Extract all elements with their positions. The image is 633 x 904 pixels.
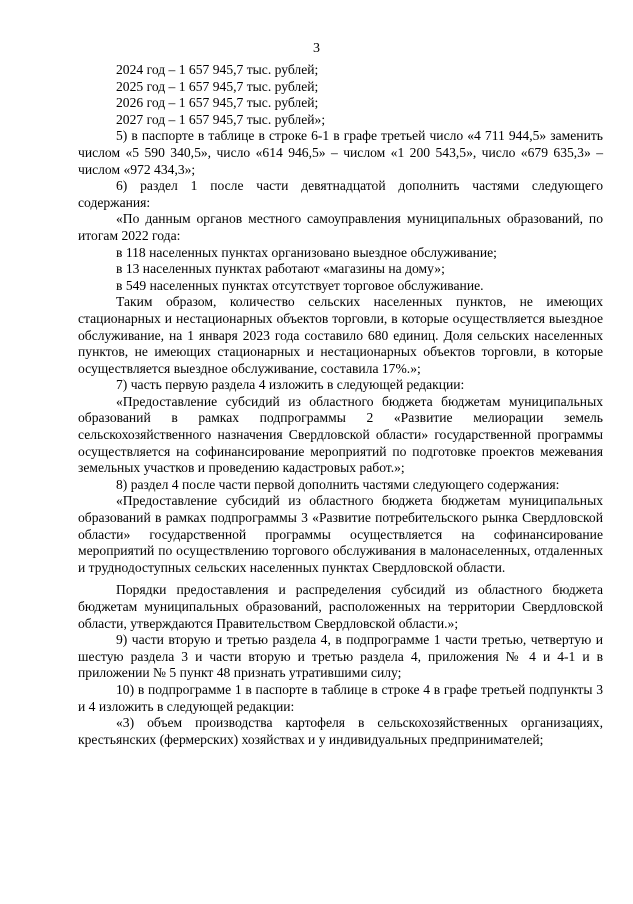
paragraph: 2024 год – 1 657 945,7 тыс. рублей; bbox=[116, 62, 319, 77]
paragraph: «По данным органов местного самоуправления муниципальных образований, по итогам 2022 года: bbox=[78, 211, 603, 243]
paragraph: 10) в подпрограмме 1 в паспорте в таблице в строке 4 в графе третьей подпункты 3 и 4 изложить в следующей редакции: bbox=[78, 681, 603, 714]
paragraph: «3) объем производства картофеля в сельскохозяйственных организациях, крестьянских (фермерских) хозяйствах и у индивидуальных предпринимателей; bbox=[78, 715, 603, 747]
paragraph: в 13 населенных пунктах работают «магазины на дому»; bbox=[116, 261, 445, 277]
paragraph: «Предоставление субсидий из областного бюджета бюджетам муниципальных образований в рамках подпрограммы 3 «Развитие потребительского рынка Свердловской области» государственной программы осуществляется на софинансирование мероприятий по осуществлению торгового обслуживания в малонаселенных, отдаленных и труднодоступных сельских населенных пунктах Свердловской области. bbox=[78, 493, 603, 575]
paragraph: 2026 год – 1 657 945,7 тыс. рублей; bbox=[116, 95, 319, 111]
paragraph: 8) раздел 4 после части первой дополнить частями следующего содержания: bbox=[116, 476, 560, 492]
paragraph: 7) часть первую раздела 4 изложить в следующей редакции: bbox=[116, 377, 465, 393]
paragraph: «Предоставление субсидий из областного бюджета бюджетам муниципальных образований в рамках подпрограммы 2 «Развитие мелиорации земель сельскохозяйственного назначения Свердловской области» государственной программы осуществляется на софинансирование мероприятий по подготовке проектов межевания земельных участков и проведению кадастровых работ.»; bbox=[78, 393, 603, 476]
paragraph: 2027 год – 1 657 945,7 тыс. рублей»; bbox=[116, 111, 326, 127]
paragraph: Таким образом, количество сельских населенных пунктов, не имеющих стационарных и нестационарных объектов торговли, в которые осуществляется выездное обслуживание, на 1 января 2023 года составило 680 единиц. Доля сельских населенных пунктов, не имеющих стационарных и нестационарных объектов торговли, в которые осуществляется выездное обслуживание, составила 17%.»; bbox=[78, 294, 603, 376]
document-body bbox=[78, 62, 603, 748]
paragraph: 5) в паспорте в таблице в строке 6-1 в графе третьей число «4 711 944,5» заменить числом «5 590 340,5», число «614 946,5» – числом «1 200 543,5», число «679 635,3» – числом «972 434,3»; bbox=[78, 128, 603, 177]
paragraph: 6) раздел 1 после части девятнадцатой дополнить частями следующего содержания: bbox=[78, 178, 603, 210]
paragraph: в 118 населенных пунктах организовано выездное обслуживание; bbox=[116, 244, 497, 260]
page-number: 3 bbox=[313, 41, 320, 56]
paragraph: 2025 год – 1 657 945,7 тыс. рублей; bbox=[116, 78, 319, 94]
paragraph: 9) части вторую и третью раздела 4, в подпрограмме 1 части третью, четвертую и шестую раздела 3 и части вторую и третью раздела 4, приложения № 4 и 4-1 и в приложении № 5 пункт 48 признать утратившими силу; bbox=[78, 632, 603, 681]
paragraph: Порядки предоставления и распределения субсидий из областного бюджета бюджетам муниципальных образований, расположенных на территории Свердловской области, утверждаются Правительством Свердловской области.»; bbox=[78, 582, 603, 631]
paragraph: в 549 населенных пунктах отсутствует торговое обслуживание. bbox=[116, 277, 484, 293]
